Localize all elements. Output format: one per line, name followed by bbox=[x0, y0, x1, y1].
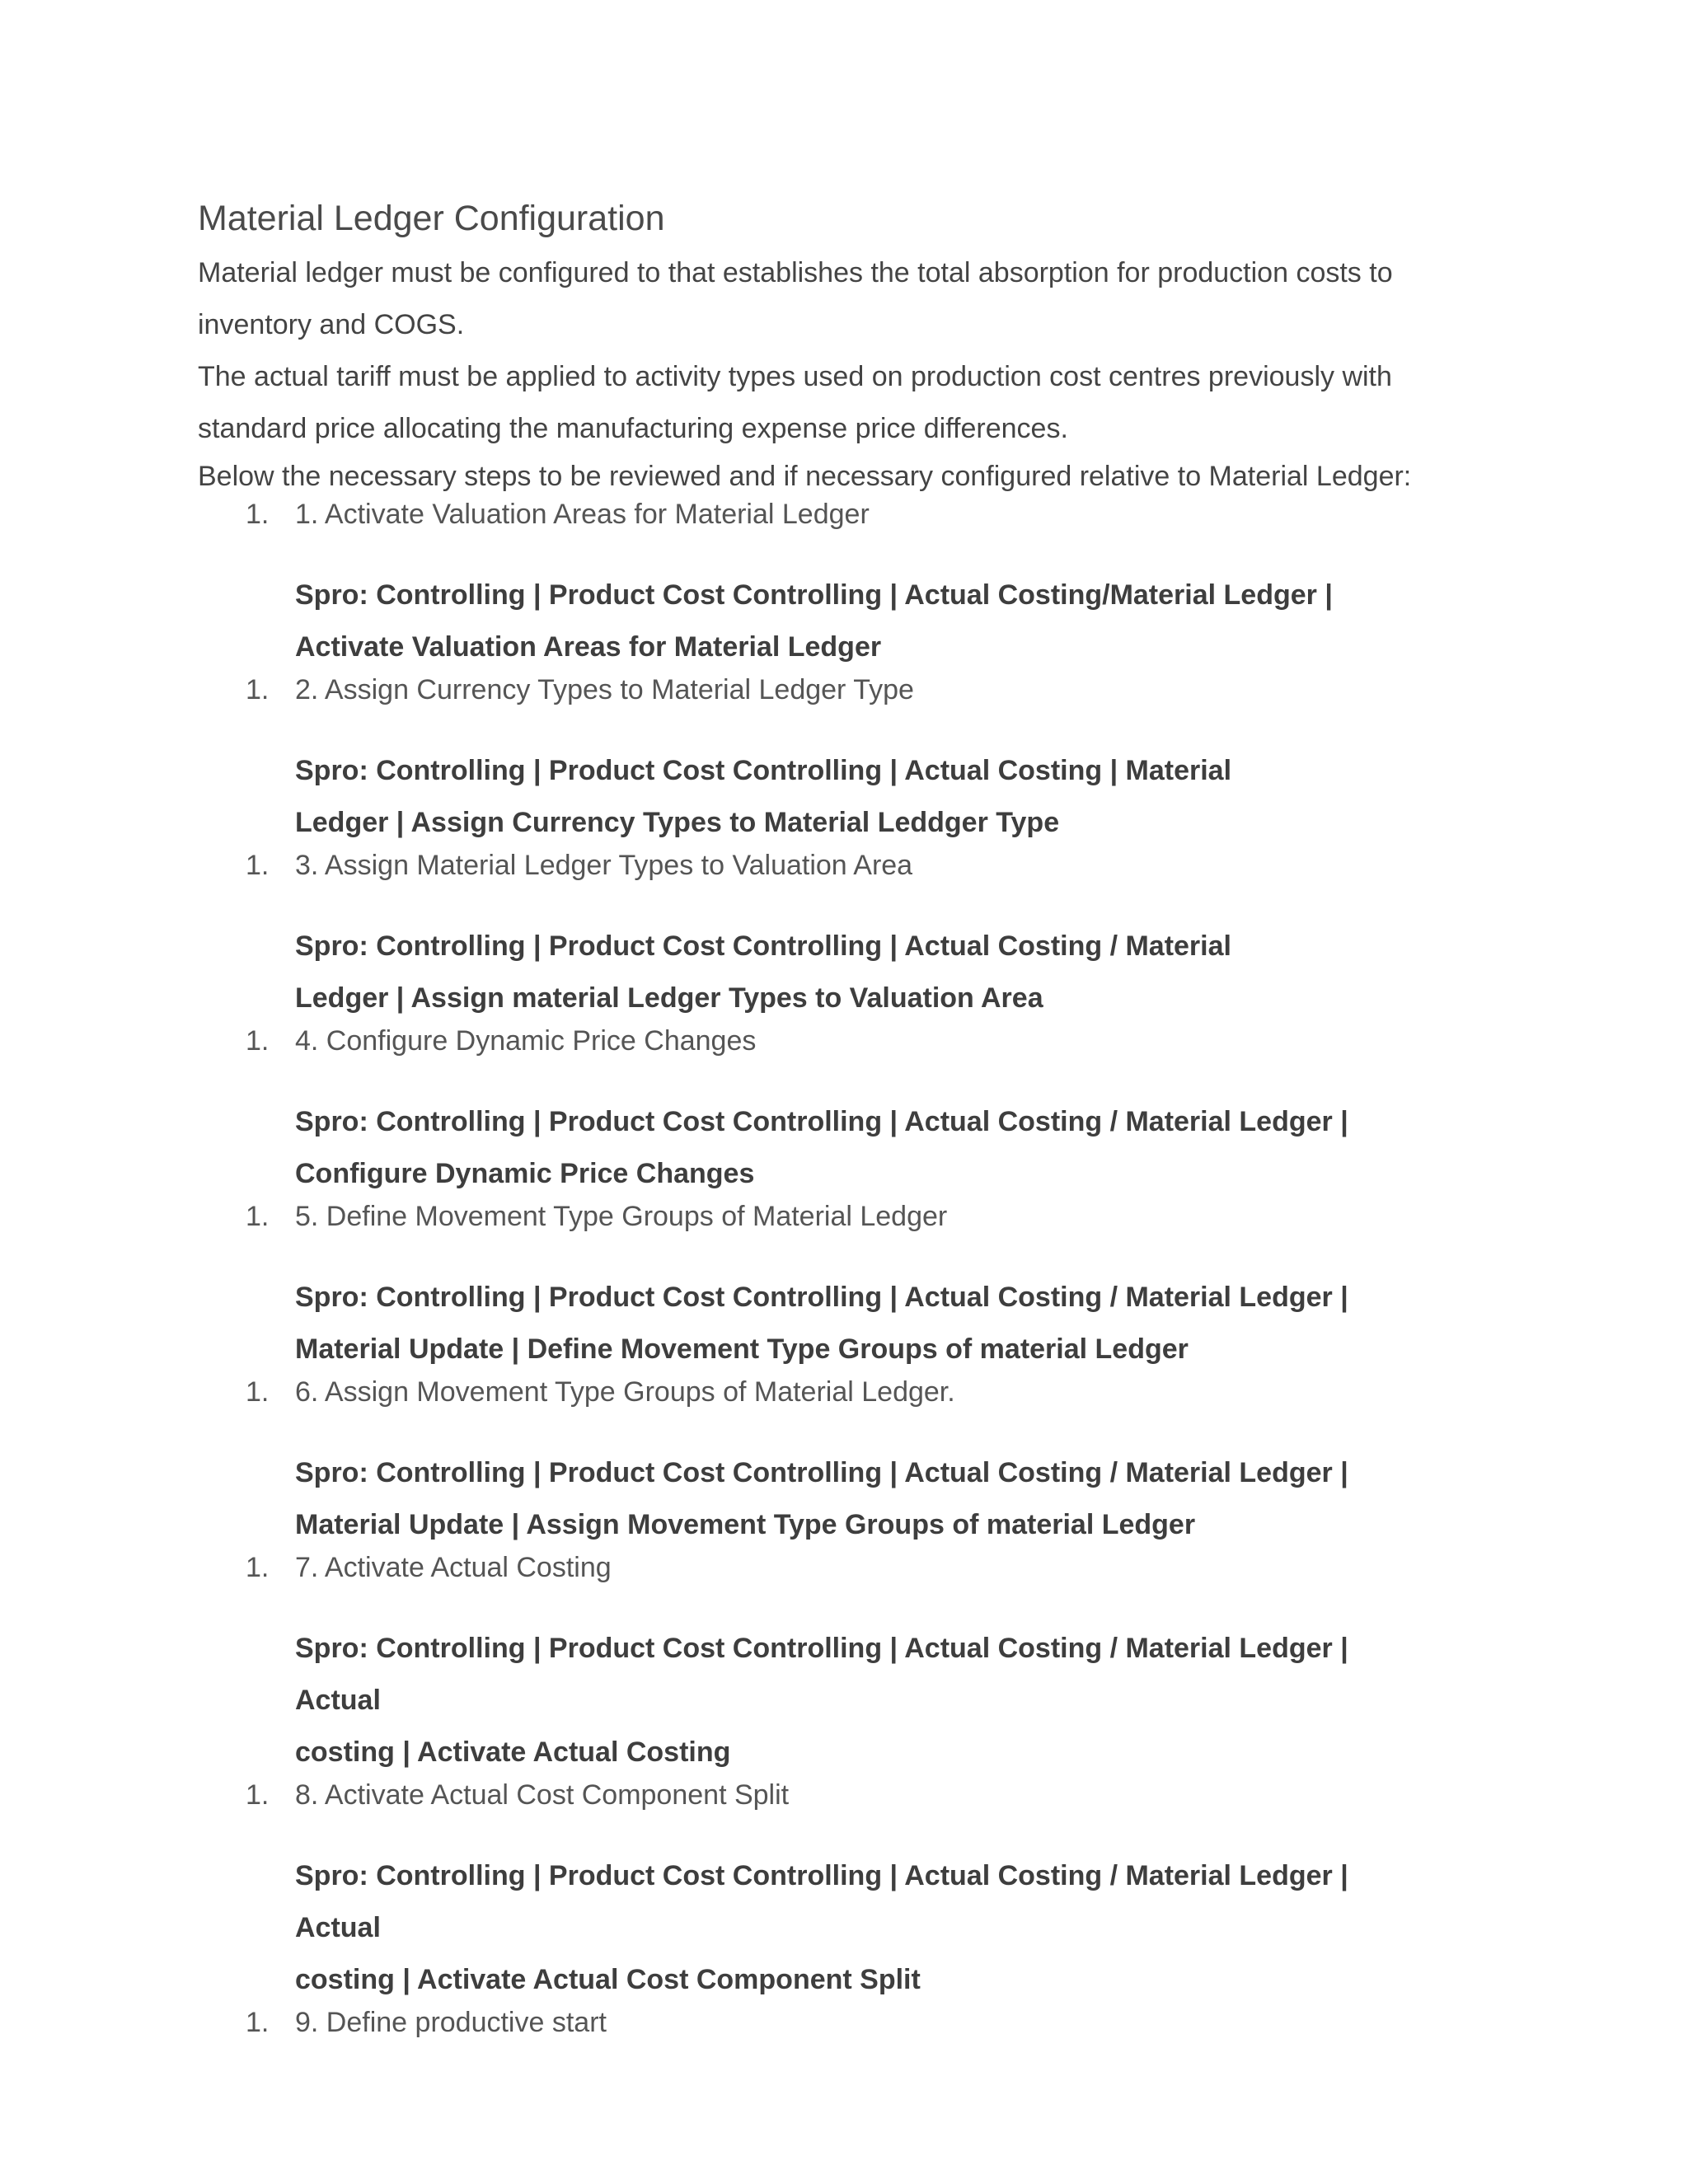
spro-menu-path bbox=[295, 1623, 1432, 1779]
list-item bbox=[198, 1376, 1533, 1551]
list-item-label: 6. Assign Movement Type Groups of Material Ledger. bbox=[295, 1376, 955, 1408]
list-item bbox=[198, 849, 1533, 1024]
list-item-label: 8. Activate Actual Cost Component Split bbox=[295, 1779, 790, 1811]
spro-path-line-1: Spro: Controlling | Product Cost Controlling | Actual Costing / Material Ledger | bbox=[295, 1106, 1348, 1137]
spro-path-line-2: Ledger | Assign Currency Types to Material Leddger Type bbox=[295, 807, 1060, 838]
list-item-label: 7. Activate Actual Costing bbox=[295, 1552, 612, 1583]
list-item-label: 2. Assign Currency Types to Material Ledger Type bbox=[295, 674, 914, 705]
list-item bbox=[198, 498, 1533, 673]
list-number: 1. bbox=[246, 674, 270, 705]
spro-menu-path bbox=[295, 1272, 1432, 1376]
spro-path-line-2: Configure Dynamic Price Changes bbox=[295, 1158, 755, 1189]
spro-path-line-1: Spro: Controlling | Product Cost Controlling | Actual Costing / Material Ledger | bbox=[295, 1282, 1348, 1313]
spro-menu-path bbox=[295, 1447, 1432, 1551]
intro-paragraph-line-2: inventory and COGS. bbox=[198, 309, 465, 340]
list-item bbox=[198, 1200, 1533, 1376]
list-item-label: 4. Configure Dynamic Price Changes bbox=[295, 1025, 757, 1057]
spro-menu-path bbox=[295, 1850, 1432, 2006]
spro-path-line-2: Material Update | Assign Movement Type Groups of material Ledger bbox=[295, 1509, 1196, 1540]
list-item bbox=[198, 1779, 1533, 2006]
spro-path-line-2: costing | Activate Actual Cost Component Split bbox=[295, 1964, 921, 1995]
spro-menu-path bbox=[295, 1096, 1432, 1200]
list-item bbox=[198, 673, 1533, 849]
intro-paragraph-line-4: standard price allocating the manufacturing expense price differences. bbox=[198, 413, 1068, 444]
spro-path-line-1: Spro: Controlling | Product Cost Controlling | Actual Costing / Material Ledger | bbox=[295, 1457, 1348, 1488]
spro-path-line-2: Material Update | Define Movement Type Groups of material Ledger bbox=[295, 1333, 1189, 1365]
spro-path-line-2: Ledger | Assign material Ledger Types to Valuation Area bbox=[295, 982, 1043, 1014]
spro-path-line-1: Spro: Controlling | Product Cost Controlling | Actual Costing | Material bbox=[295, 755, 1232, 786]
spro-path-line-1: Spro: Controlling | Product Cost Controlling | Actual Costing / Material bbox=[295, 930, 1231, 962]
list-number: 1. bbox=[246, 1376, 270, 1408]
list-item bbox=[198, 1024, 1533, 1200]
spro-menu-path bbox=[295, 921, 1432, 1024]
document-title: Material Ledger Configuration bbox=[198, 199, 665, 238]
list-number: 1. bbox=[246, 1779, 270, 1811]
list-number: 1. bbox=[246, 1552, 270, 1583]
list-number: 1. bbox=[246, 2007, 270, 2038]
list-number: 1. bbox=[246, 1025, 270, 1057]
list-number: 1. bbox=[246, 850, 270, 881]
spro-path-line-1: Spro: Controlling | Product Cost Controlling | Actual Costing / Material Ledger | Actual bbox=[295, 1633, 1348, 1716]
list-number: 1. bbox=[246, 499, 270, 530]
spro-path-line-2: costing | Activate Actual Costing bbox=[295, 1736, 731, 1768]
list-item-label: 3. Assign Material Ledger Types to Valuation Area bbox=[295, 850, 913, 881]
spro-path-line-1: Spro: Controlling | Product Cost Controlling | Actual Costing/Material Ledger | bbox=[295, 579, 1333, 611]
document-page bbox=[198, 190, 1533, 2039]
list-item-label: 5. Define Movement Type Groups of Material Ledger bbox=[295, 1201, 948, 1232]
list-item-label: 1. Activate Valuation Areas for Material Ledger bbox=[295, 499, 870, 530]
intro-paragraph-line-3: The actual tariff must be applied to activity types used on production cost centres previously with bbox=[198, 361, 1392, 392]
intro-paragraph-line-1: Material ledger must be configured to that establishes the total absorption for production costs to bbox=[198, 257, 1393, 288]
spro-path-line-2: Activate Valuation Areas for Material Ledger bbox=[295, 631, 882, 663]
list-number: 1. bbox=[246, 1201, 270, 1232]
intro-paragraph-line-5: Below the necessary steps to be reviewed and if necessary configured relative to Material Ledger: bbox=[198, 461, 1412, 492]
spro-menu-path bbox=[295, 569, 1432, 673]
spro-menu-path bbox=[295, 745, 1432, 849]
list-item bbox=[198, 1551, 1533, 1779]
list-item bbox=[198, 2006, 1533, 2039]
list-item-label: 9. Define productive start bbox=[295, 2007, 607, 2038]
spro-path-line-1: Spro: Controlling | Product Cost Controlling | Actual Costing / Material Ledger | Actual bbox=[295, 1860, 1348, 1943]
